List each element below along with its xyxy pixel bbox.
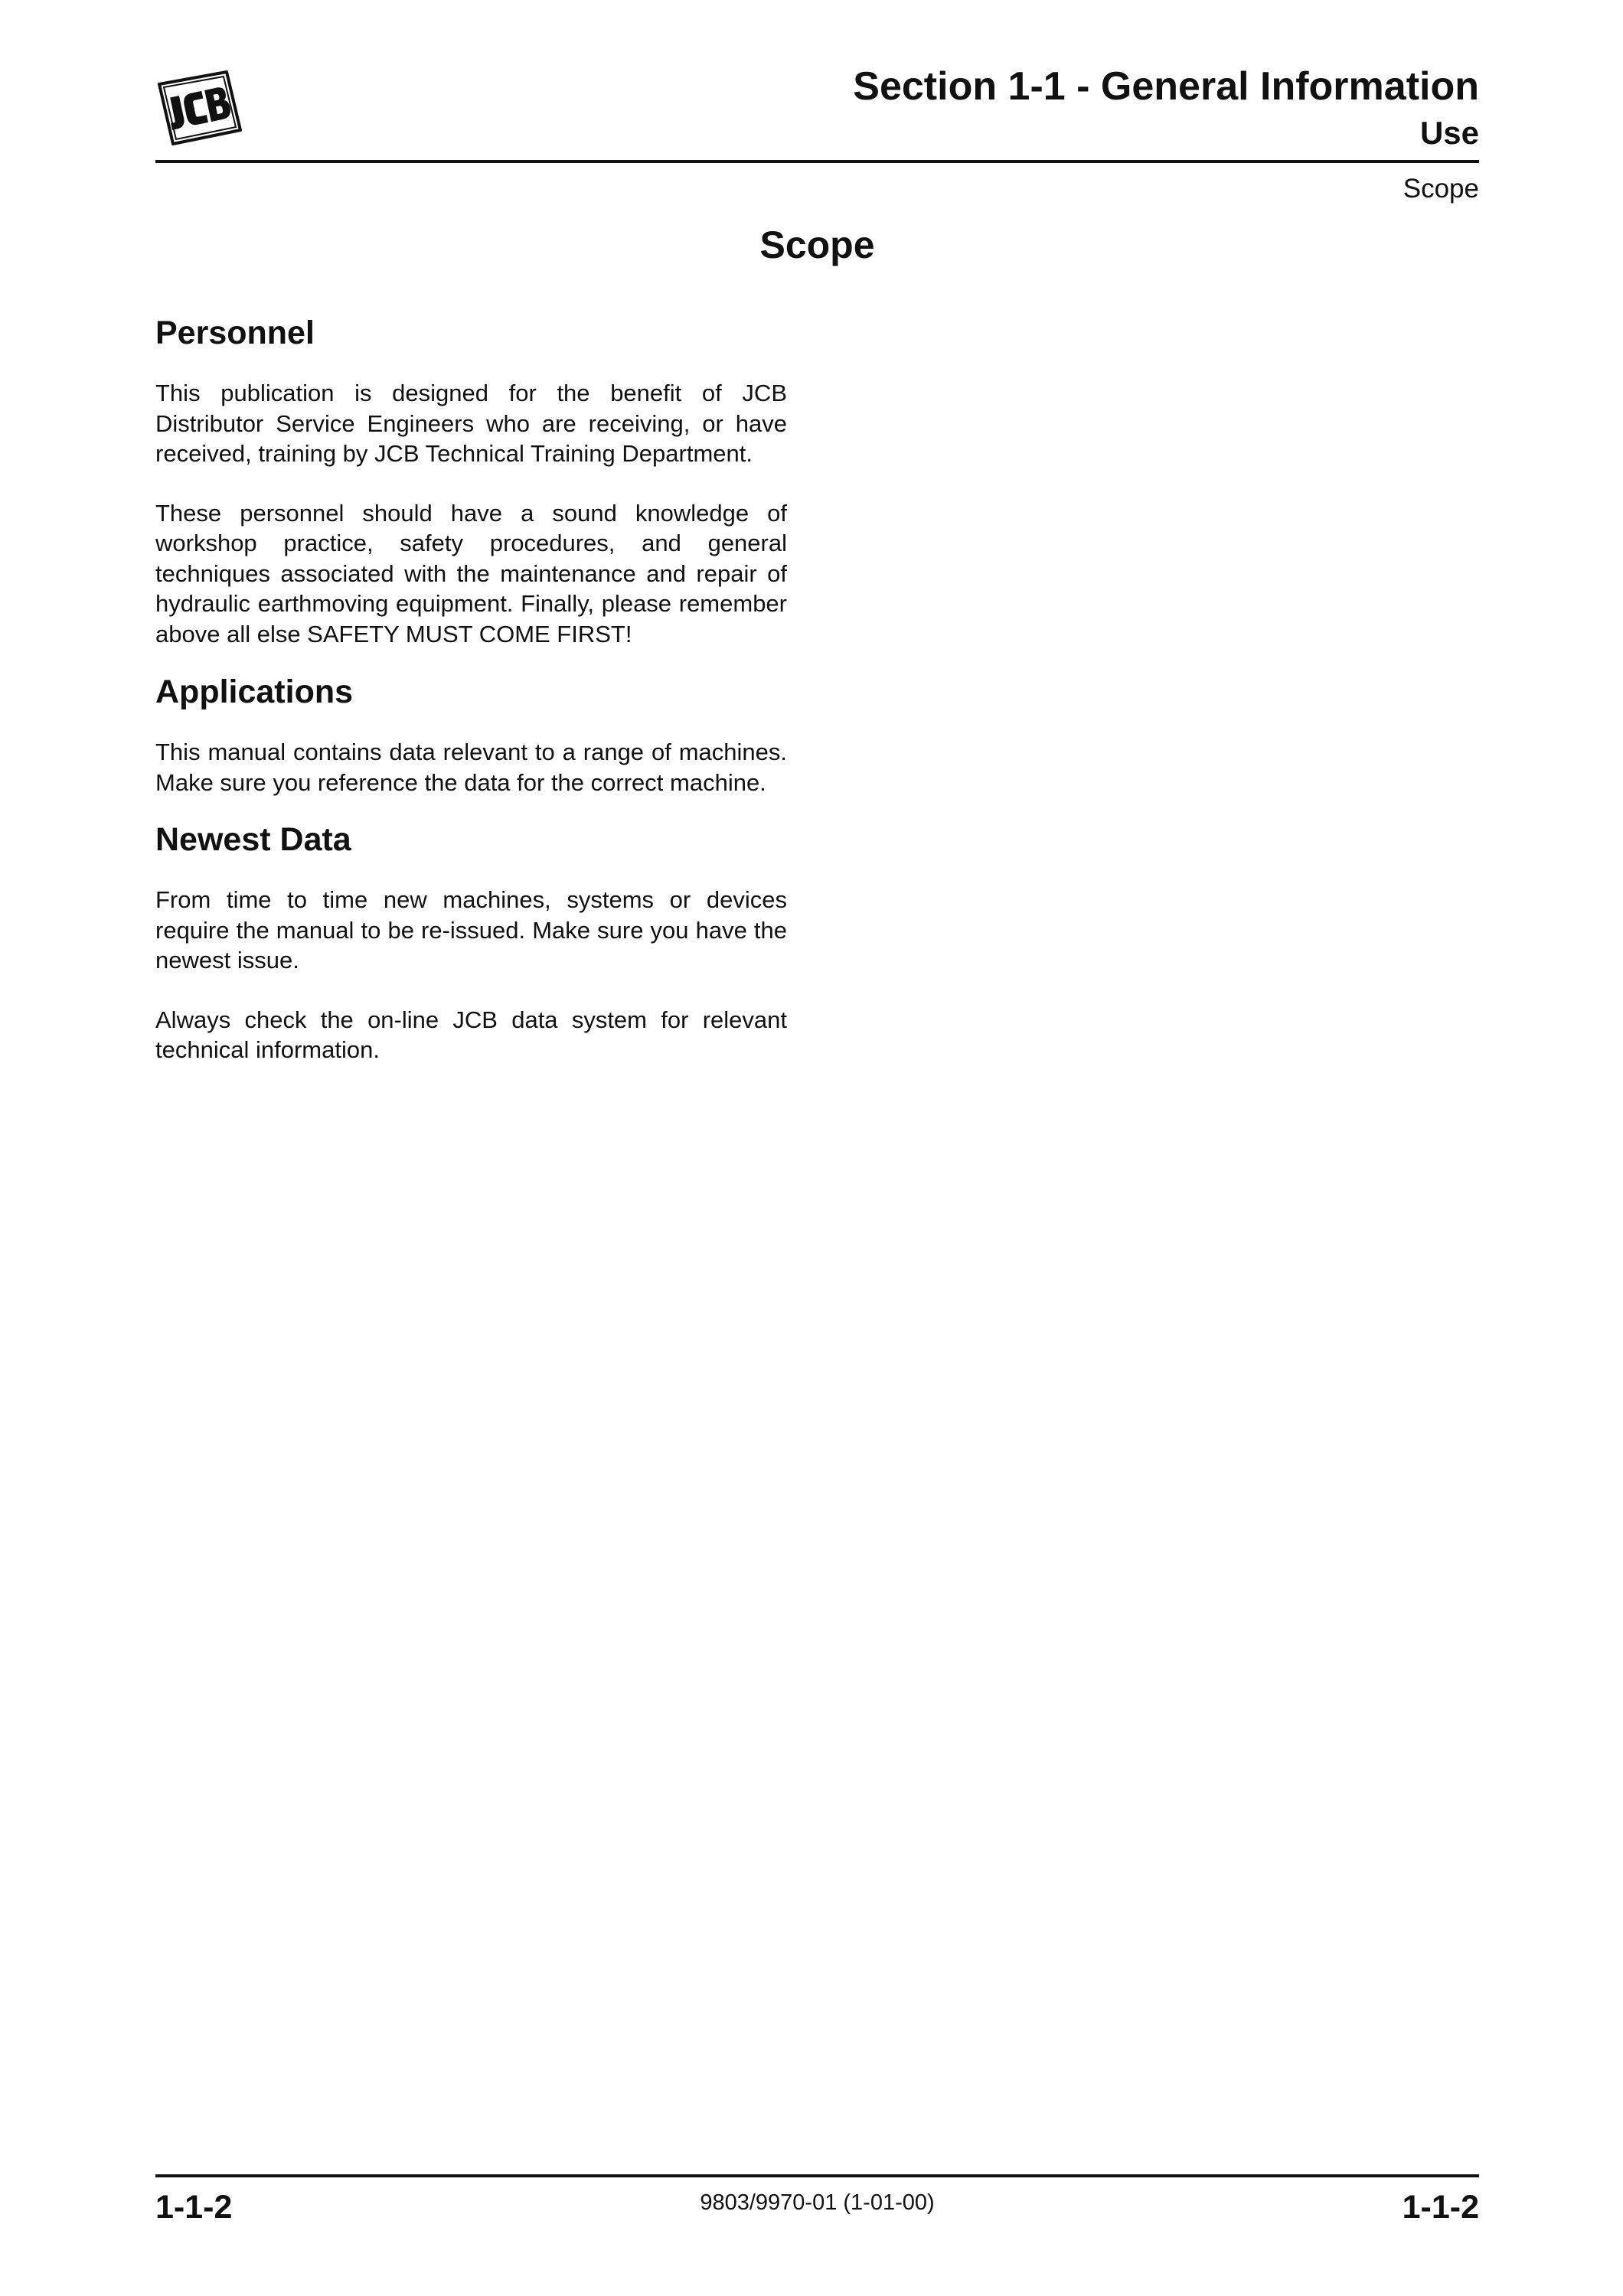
document-reference: 9803/9970-01 (1-01-00) bbox=[700, 2190, 935, 2215]
newest-data-paragraph: Always check the on-line JCB data system for relevant technical information. bbox=[155, 1006, 787, 1063]
footer-divider bbox=[155, 2174, 1479, 2177]
page-heading: Scope bbox=[759, 223, 875, 266]
topic-label: Scope bbox=[1403, 174, 1479, 204]
jcb-logo bbox=[153, 70, 245, 155]
personnel-paragraph: These personnel should have a sound knowledge of workshop practice, safety procedures, and general techniques associated with the maintenance and repair of hydraulic earthmoving equipment. Finally, please remember above all else SAFETY MUST COME FIRST! bbox=[155, 499, 787, 647]
subsection-title: Use bbox=[1419, 115, 1479, 151]
newest-data-heading: Newest Data bbox=[155, 821, 351, 858]
page-number-left: 1-1-2 bbox=[155, 2189, 233, 2226]
personnel-paragraph: This publication is designed for the benefit of JCB Distributor Service Engineers who are receiving, or have received, training by JCB Technical Training Department. bbox=[155, 380, 787, 467]
applications-paragraph: This manual contains data relevant to a range of machines. Make sure you reference the data for the correct machine. bbox=[155, 739, 787, 796]
page-number-right: 1-1-2 bbox=[1402, 2189, 1479, 2226]
header-divider bbox=[155, 160, 1479, 163]
newest-data-paragraph: From time to time new machines, systems or devices require the manual to be re-issued. Make sure you have the newest issue. bbox=[155, 886, 787, 974]
applications-heading: Applications bbox=[155, 673, 354, 710]
section-title: Section 1-1 - General Information bbox=[853, 64, 1479, 109]
body-column bbox=[155, 312, 787, 1065]
personnel-heading: Personnel bbox=[155, 315, 315, 351]
